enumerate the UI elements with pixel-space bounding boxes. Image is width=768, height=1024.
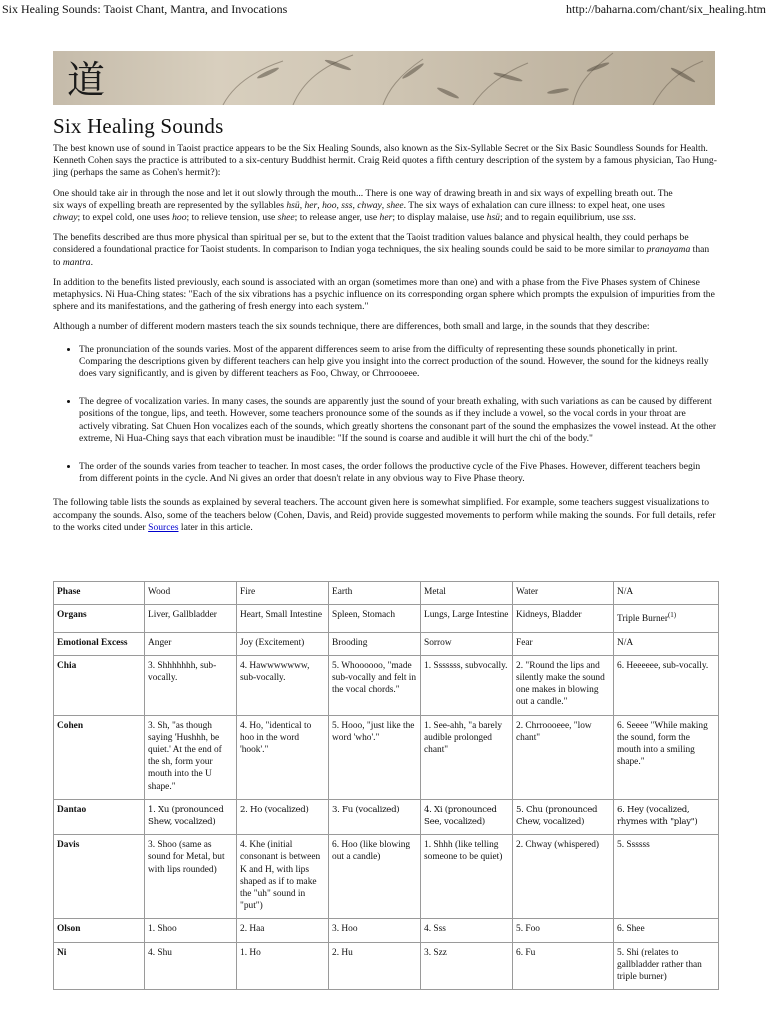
list-item: • The degree of vocalization varies. In many cases, the sounds are apparently just the sound of your breath exhaling, with such variations as can be caused by different positions of the tongue, lips, and teeth. However, some teachers pronounce some of the sounds as if they include a vowel, so the vocal cords in your throat are actively vibrating. Sat Chuen Hon vocalizes each of the sounds, which greatly shortens the consonant part of the sound the emphasizes the vowel instead. At the other extreme, Ni Hua-Ching says that each vibration must be inaudible: "If the sound is coarse and audible it will hurt the chi of the body." — [79, 396, 717, 445]
table-cell: Spleen, Stomach — [329, 605, 421, 632]
table-cell: Anger — [145, 632, 237, 655]
list-item: • The order of the sounds varies from teacher to teacher. In most cases, the order follows the productive cycle of the Five Phases. However, different teachers begin from different points in the cycle. And Ni gives an order that doesn't relate in any obvious way to Five Phase theory. — [79, 461, 717, 485]
row-header: Organs — [54, 605, 145, 632]
table-row-emotion — [54, 632, 719, 655]
table-cell: 6. Fu — [513, 942, 614, 990]
table-cell: 4. Khe (initial consonant is between K and H, with lips shaped as if to make the "uh" sound in "put") — [237, 835, 329, 919]
organs-paragraph: In addition to the benefits listed previously, each sound is associated with an organ (sometimes more than one) and with a phase from the Five Phases system of Chinese metaphysics. Ni Hua-Ching states: "Each of the six vibrations has a psychic influence on its corresponding organ sphere which prompts the expulsion of impurities from the sphere and its manifestations, and the gathering of fresh energy into each system." — [53, 276, 715, 313]
block-quote: One should take air in through the nose and let it out slowly through the mouth... There is one way of drawing breath in and six ways of expelling breath out. The six ways of expelling breath are represented by the syllables hsü, her, hoo, sss, chway, shee. The six ways of exhalation can cure illness: to expel heat, one uses chway; to expel cold, one uses hoo; to relieve tension, use shee; to release anger, use her; to display malaise, use hsü; and to regain equilibrium, use sss. — [53, 187, 673, 224]
table-cell: 3. Shoo (same as sound for Metal, but with lips rounded) — [145, 835, 237, 919]
table-cell: 5. Shi (relates to gallbladder rather than triple burner) — [614, 942, 719, 990]
table-cell: Brooding — [329, 632, 421, 655]
table-cell: 6. Seeee "While making the sound, form the mouth into a smiling shape." — [614, 715, 719, 799]
differences-list — [53, 344, 717, 486]
table-row-dantao — [54, 799, 719, 834]
table-cell: 1. Sssssss, subvocally. — [421, 655, 513, 715]
table-cell: 3. Fu (vocalized) — [329, 799, 421, 834]
table-cell: 5. Hooo, "just like the word 'who'." — [329, 715, 421, 799]
table-cell: Heart, Small Intestine — [237, 605, 329, 632]
benefits-paragraph: The benefits described are thus more physical than spiritual per se, but to the extent that the Taoist tradition values balance and physical health, they could perhaps be considered a foundational practice for Taoist students. In comparison to Indian yoga techniques, the six healing sounds could be said to be more similar to pranayama than to mantra. — [53, 232, 710, 268]
print-url: http://baharna.com/chant/six_healing.htm — [566, 2, 766, 16]
sources-link[interactable]: Sources — [148, 521, 179, 533]
banner-glyph: 道 — [67, 58, 106, 102]
table-cell: Metal — [421, 582, 513, 605]
table-cell: 1. Ho — [237, 942, 329, 990]
print-header — [0, 0, 768, 20]
row-header: Chia — [54, 655, 145, 715]
table-row-olson — [54, 919, 719, 942]
table-cell: 1. Xu (pronounced Shew, vocalized) — [145, 799, 237, 834]
table-cell: Fire — [237, 582, 329, 605]
table-cell: 4. Sss — [421, 919, 513, 942]
table-row-ni — [54, 942, 719, 990]
row-header: Emotional Excess — [54, 632, 145, 655]
table-cell: 5. Chu (pronounced Chew, vocalized) — [513, 799, 614, 834]
table-row-chia — [54, 655, 719, 715]
footnote-marker: (1) — [667, 611, 677, 620]
table-cell: N/A — [614, 582, 719, 605]
table-cell: 1. Shoo — [145, 919, 237, 942]
article-body — [53, 143, 717, 542]
table-cell: Liver, Gallbladder — [145, 605, 237, 632]
table-cell: Joy (Excitement) — [237, 632, 329, 655]
list-item: • The pronunciation of the sounds varies. Most of the apparent differences seem to arise from the difficulty of representing these sounds phonetically in print. Comparing the descriptions given by different teachers can help give you insight into the correct production of the sound. However, the sound for the kidneys really does vary significantly, and is given by different teachers as Foo, Chway, or Chrroooeee. — [79, 344, 717, 381]
table-cell: 5. Ssssss — [614, 835, 719, 919]
table-cell: 1. See-ahh, "a barely audible prolonged chant" — [421, 715, 513, 799]
table-row-cohen — [54, 715, 719, 799]
page-title: Six Healing Sounds — [53, 114, 224, 138]
row-header: Dantao — [54, 799, 145, 834]
table-cell: Lungs, Large Intestine — [421, 605, 513, 632]
table-cell: Earth — [329, 582, 421, 605]
print-page-title: Six Healing Sounds: Taoist Chant, Mantra, and Invocations — [2, 2, 288, 16]
table-cell: 3. Sh, "as though saying 'Hushhh, be quiet.' At the end of the sh, form your mouth into the U shape." — [145, 715, 237, 799]
row-header: Olson — [54, 919, 145, 942]
table-intro-paragraph: The following table lists the sounds as explained by several teachers. The account given here is somewhat simplified. For example, some teachers suggest visualizations to accompany the sounds. Also, some of the teachers below (Cohen, Davis, and Reid) provide suggested movements to perform while making the sounds. For full details, refer to the works cited under Sources later in this article. — [53, 497, 716, 533]
table-cell: 4. Ho, "identical to hoo in the word 'hook'." — [237, 715, 329, 799]
table-cell: 3. Hoo — [329, 919, 421, 942]
header-banner — [53, 51, 715, 105]
table-cell: 5. Foo — [513, 919, 614, 942]
table-cell: 2. "Round the lips and silently make the sound one makes in blowing out a candle." — [513, 655, 614, 715]
table-cell: Kidneys, Bladder — [513, 605, 614, 632]
intro-paragraph: The best known use of sound in Taoist practice appears to be the Six Healing Sounds, also known as the Six-Syllable Secret or the Six Basic Soundless Sounds for Health. Kenneth Cohen says the practice is attributed to a six-century Buddhist hermit. Craig Reid quotes a fifth century description of the system by a famous physician, Tao Hung-jing (perhaps the same as Cohen's hermit?): — [53, 143, 717, 179]
table-cell: 6. Heeeeee, sub-vocally. — [614, 655, 719, 715]
table-cell: 4. Hawwwwwww, sub-vocally. — [237, 655, 329, 715]
table-cell: 4. Shu — [145, 942, 237, 990]
table-cell: 2. Chrroooeee, "low chant" — [513, 715, 614, 799]
table-cell: 3. Shhhhhhh, sub-vocally. — [145, 655, 237, 715]
table-cell: Sorrow — [421, 632, 513, 655]
healing-sounds-table — [53, 581, 719, 990]
table-row-phase — [54, 582, 719, 605]
table-cell: 6. Hoo (like blowing out a candle) — [329, 835, 421, 919]
table-cell: Triple Burner$^{(1)}$ — [614, 605, 719, 632]
row-header: Phase — [54, 582, 145, 605]
row-header: Ni — [54, 942, 145, 990]
table-cell: 3. Szz — [421, 942, 513, 990]
table-cell: Wood — [145, 582, 237, 605]
table-cell: 6. Shee — [614, 919, 719, 942]
table-row-organs — [54, 605, 719, 632]
table-cell: 2. Haa — [237, 919, 329, 942]
row-header: Davis — [54, 835, 145, 919]
table-cell: 5. Whoooooo, "made sub-vocally and felt in the vocal chords." — [329, 655, 421, 715]
table-cell: Fear — [513, 632, 614, 655]
table-cell: 2. Ho (vocalized) — [237, 799, 329, 834]
differences-paragraph: Although a number of different modern masters teach the six sounds technique, there are differences, both small and large, in the sounds that they describe: — [53, 321, 650, 333]
table-cell: 2. Hu — [329, 942, 421, 990]
bamboo-painting-image — [53, 51, 715, 105]
table-row-davis — [54, 835, 719, 919]
table-cell: Water — [513, 582, 614, 605]
table-cell: 1. Shhh (like telling someone to be quiet) — [421, 835, 513, 919]
table-cell: 2. Chway (whispered) — [513, 835, 614, 919]
table-cell: 6. Hey (vocalized, rhymes with "play") — [614, 799, 719, 834]
table-cell: N/A — [614, 632, 719, 655]
row-header: Cohen — [54, 715, 145, 799]
table-cell: 4. Xi (pronounced See, vocalized) — [421, 799, 513, 834]
